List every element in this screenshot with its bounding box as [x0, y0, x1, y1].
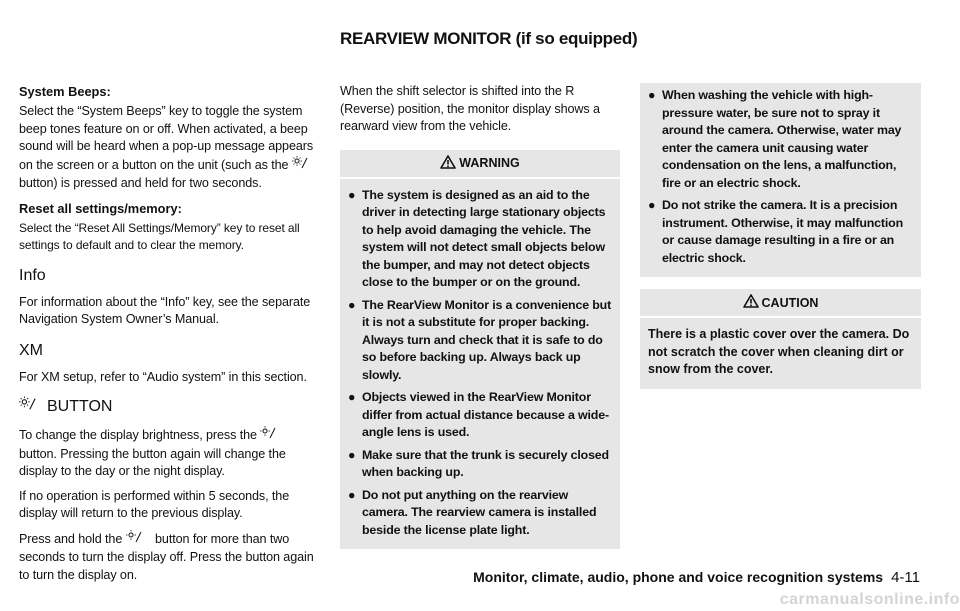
list-item: ● Make sure that the trunk is securely closed when backing up.: [348, 447, 609, 479]
warning-header: WARNING: [340, 150, 620, 177]
sun-moon-icon: [292, 156, 318, 176]
middle-column: [340, 83, 620, 549]
info-text: For information about the “Info” key, see the separate Navigation System Owner’s Manual.: [19, 294, 311, 326]
watermark: carmanualsonline.info: [779, 591, 960, 608]
warning-box: [340, 179, 620, 550]
button-heading: BUTTON: [19, 396, 319, 418]
button-text-2: If no operation is performed within 5 seconds, the display will return to the previous display.: [19, 488, 290, 520]
rearview-intro: When the shift selector is shifted into the R (Reverse) position, the monitor display shows a rearward view from the vehicle.: [340, 84, 600, 133]
reset-heading: Reset all settings/memory:: [19, 200, 182, 216]
list-item: ● Do not put anything on the rearview camera. The rearview camera is installed beside the license plate light.: [348, 487, 597, 537]
section-title: REARVIEW MONITOR (if so equipped): [340, 29, 638, 48]
xm-text: For XM setup, refer to “Audio system” in this section.: [19, 369, 307, 384]
xm-heading: XM: [19, 341, 43, 359]
list-item: ● When washing the vehicle with high-pressure water, be sure not to spray it around the camera. Otherwise, water may enter the camera unit causing water condensation on the lens, a malfunction, fire or an electric shock.: [648, 88, 902, 190]
list-item: ● The system is designed as an aid to the driver in detecting large stationary objects to help avoid damaging the vehicle. The system will not detect small objects below the bumper, and may not detect objects close to the bumper or on the ground.: [348, 187, 606, 289]
sun-moon-icon: [260, 426, 286, 446]
list-item: ● The RearView Monitor is a convenience but it is not a substitute for proper backing. Always turn and check that it is safe to do so before backing up. Always back up slowly.: [348, 297, 612, 382]
caution-header: CAUTION: [640, 289, 921, 316]
button-text-3: Press and hold the button for more than two seconds to turn the display off. Press the button again to turn the display on.: [19, 530, 319, 585]
sun-moon-icon: [19, 396, 47, 418]
button-text-1: To change the display brightness, press the button. Pressing the button again will change the display to the day or the night display.: [19, 426, 319, 481]
system-beeps-text: Select the “System Beeps” key to toggle the system beep tones feature on or off. When activated, a beep sound will be heard when a pop-up message appears on the screen or a button on the unit (such as the button) is pressed and held for two seconds.: [19, 103, 319, 193]
system-beeps-heading: System Beeps:: [19, 84, 111, 99]
warning-box-continued: [640, 83, 921, 277]
sun-moon-icon: [126, 530, 152, 550]
left-column: [19, 83, 319, 591]
list-item: ● Do not strike the camera. It is a precision instrument. Otherwise, it may malfunction or cause damage resulting in a fire or an electric shock.: [648, 198, 904, 265]
reset-text: Select the “Reset All Settings/Memory” key to reset all settings to default and to clear the memory.: [19, 220, 300, 252]
warning-triangle-icon: [743, 294, 759, 311]
page-footer: [473, 569, 920, 586]
chapter-title: Monitor, climate, audio, phone and voice recognition systems: [473, 569, 884, 585]
caution-text: There is a plastic cover over the camera. Do not scratch the cover when cleaning dirt or snow from the cover.: [648, 327, 910, 376]
page-number: 4-11: [891, 569, 920, 586]
right-column: [640, 83, 921, 389]
list-item: ● Objects viewed in the RearView Monitor differ from actual distance because a wide-angle lens is used.: [348, 390, 609, 439]
warning-triangle-icon: [440, 155, 456, 172]
caution-box: [640, 318, 921, 389]
info-heading: Info: [19, 266, 46, 284]
